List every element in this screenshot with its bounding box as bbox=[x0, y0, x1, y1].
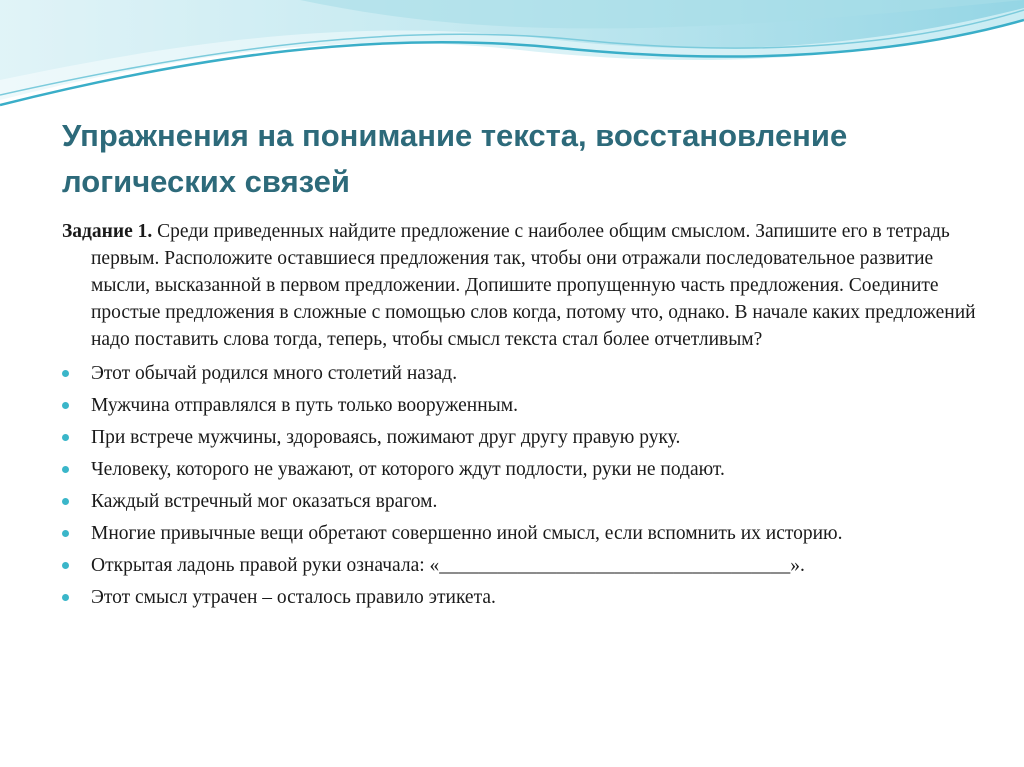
slide-body bbox=[62, 218, 992, 616]
list-item bbox=[62, 424, 992, 451]
bullet-icon bbox=[62, 498, 69, 505]
decorative-wave-header bbox=[0, 0, 1024, 120]
list-item bbox=[62, 552, 992, 579]
list-item-text: Мужчина отправлялся в путь только вооруженным. bbox=[91, 395, 518, 416]
list-item-text: При встрече мужчины, здороваясь, пожимают друг другу правую руку. bbox=[91, 427, 681, 448]
bullet-icon bbox=[62, 370, 69, 377]
sentence-list bbox=[62, 360, 992, 611]
task-text: Среди приведенных найдите предложение с наиболее общим смыслом. Запишите его в тетрадь первым. Расположите оставшиеся предложения так, чтобы они отражали последовательное развитие мысли, высказанной в первом предложении. Допишите пропущенную часть предложения. Соедините простые предложения в сложные с помощью слов когда, потому что, однако. В начале каких предложений надо поставить слова тогда, теперь, чтобы смысл текста стал более отчетливым? bbox=[91, 221, 976, 350]
list-item-text: Многие привычные вещи обретают совершенно иной смысл, если вспомнить их историю. bbox=[91, 523, 843, 544]
list-item bbox=[62, 488, 992, 515]
task-label: Задание 1. bbox=[62, 221, 153, 242]
list-item bbox=[62, 360, 992, 387]
bullet-icon bbox=[62, 530, 69, 537]
list-item-text: Этот обычай родился много столетий назад. bbox=[91, 363, 458, 384]
bullet-icon bbox=[62, 434, 69, 441]
list-item bbox=[62, 392, 992, 419]
bullet-icon bbox=[62, 594, 69, 601]
bullet-icon bbox=[62, 466, 69, 473]
list-item-text: Человеку, которого не уважают, от которого ждут подлости, руки не подают. bbox=[91, 459, 725, 480]
list-item bbox=[62, 456, 992, 483]
list-item bbox=[62, 520, 992, 547]
bullet-icon bbox=[62, 402, 69, 409]
list-item-text: Этот смысл утрачен – осталось правило этикета. bbox=[91, 587, 496, 608]
slide-title: Упражнения на понимание текста, восстановление логических связей bbox=[62, 118, 848, 199]
task-paragraph bbox=[62, 218, 992, 353]
bullet-icon bbox=[62, 562, 69, 569]
list-item bbox=[62, 584, 992, 611]
list-item-text: Открытая ладонь правой руки означала: «____________________________________». bbox=[91, 555, 805, 576]
list-item-text: Каждый встречный мог оказаться врагом. bbox=[91, 491, 438, 512]
